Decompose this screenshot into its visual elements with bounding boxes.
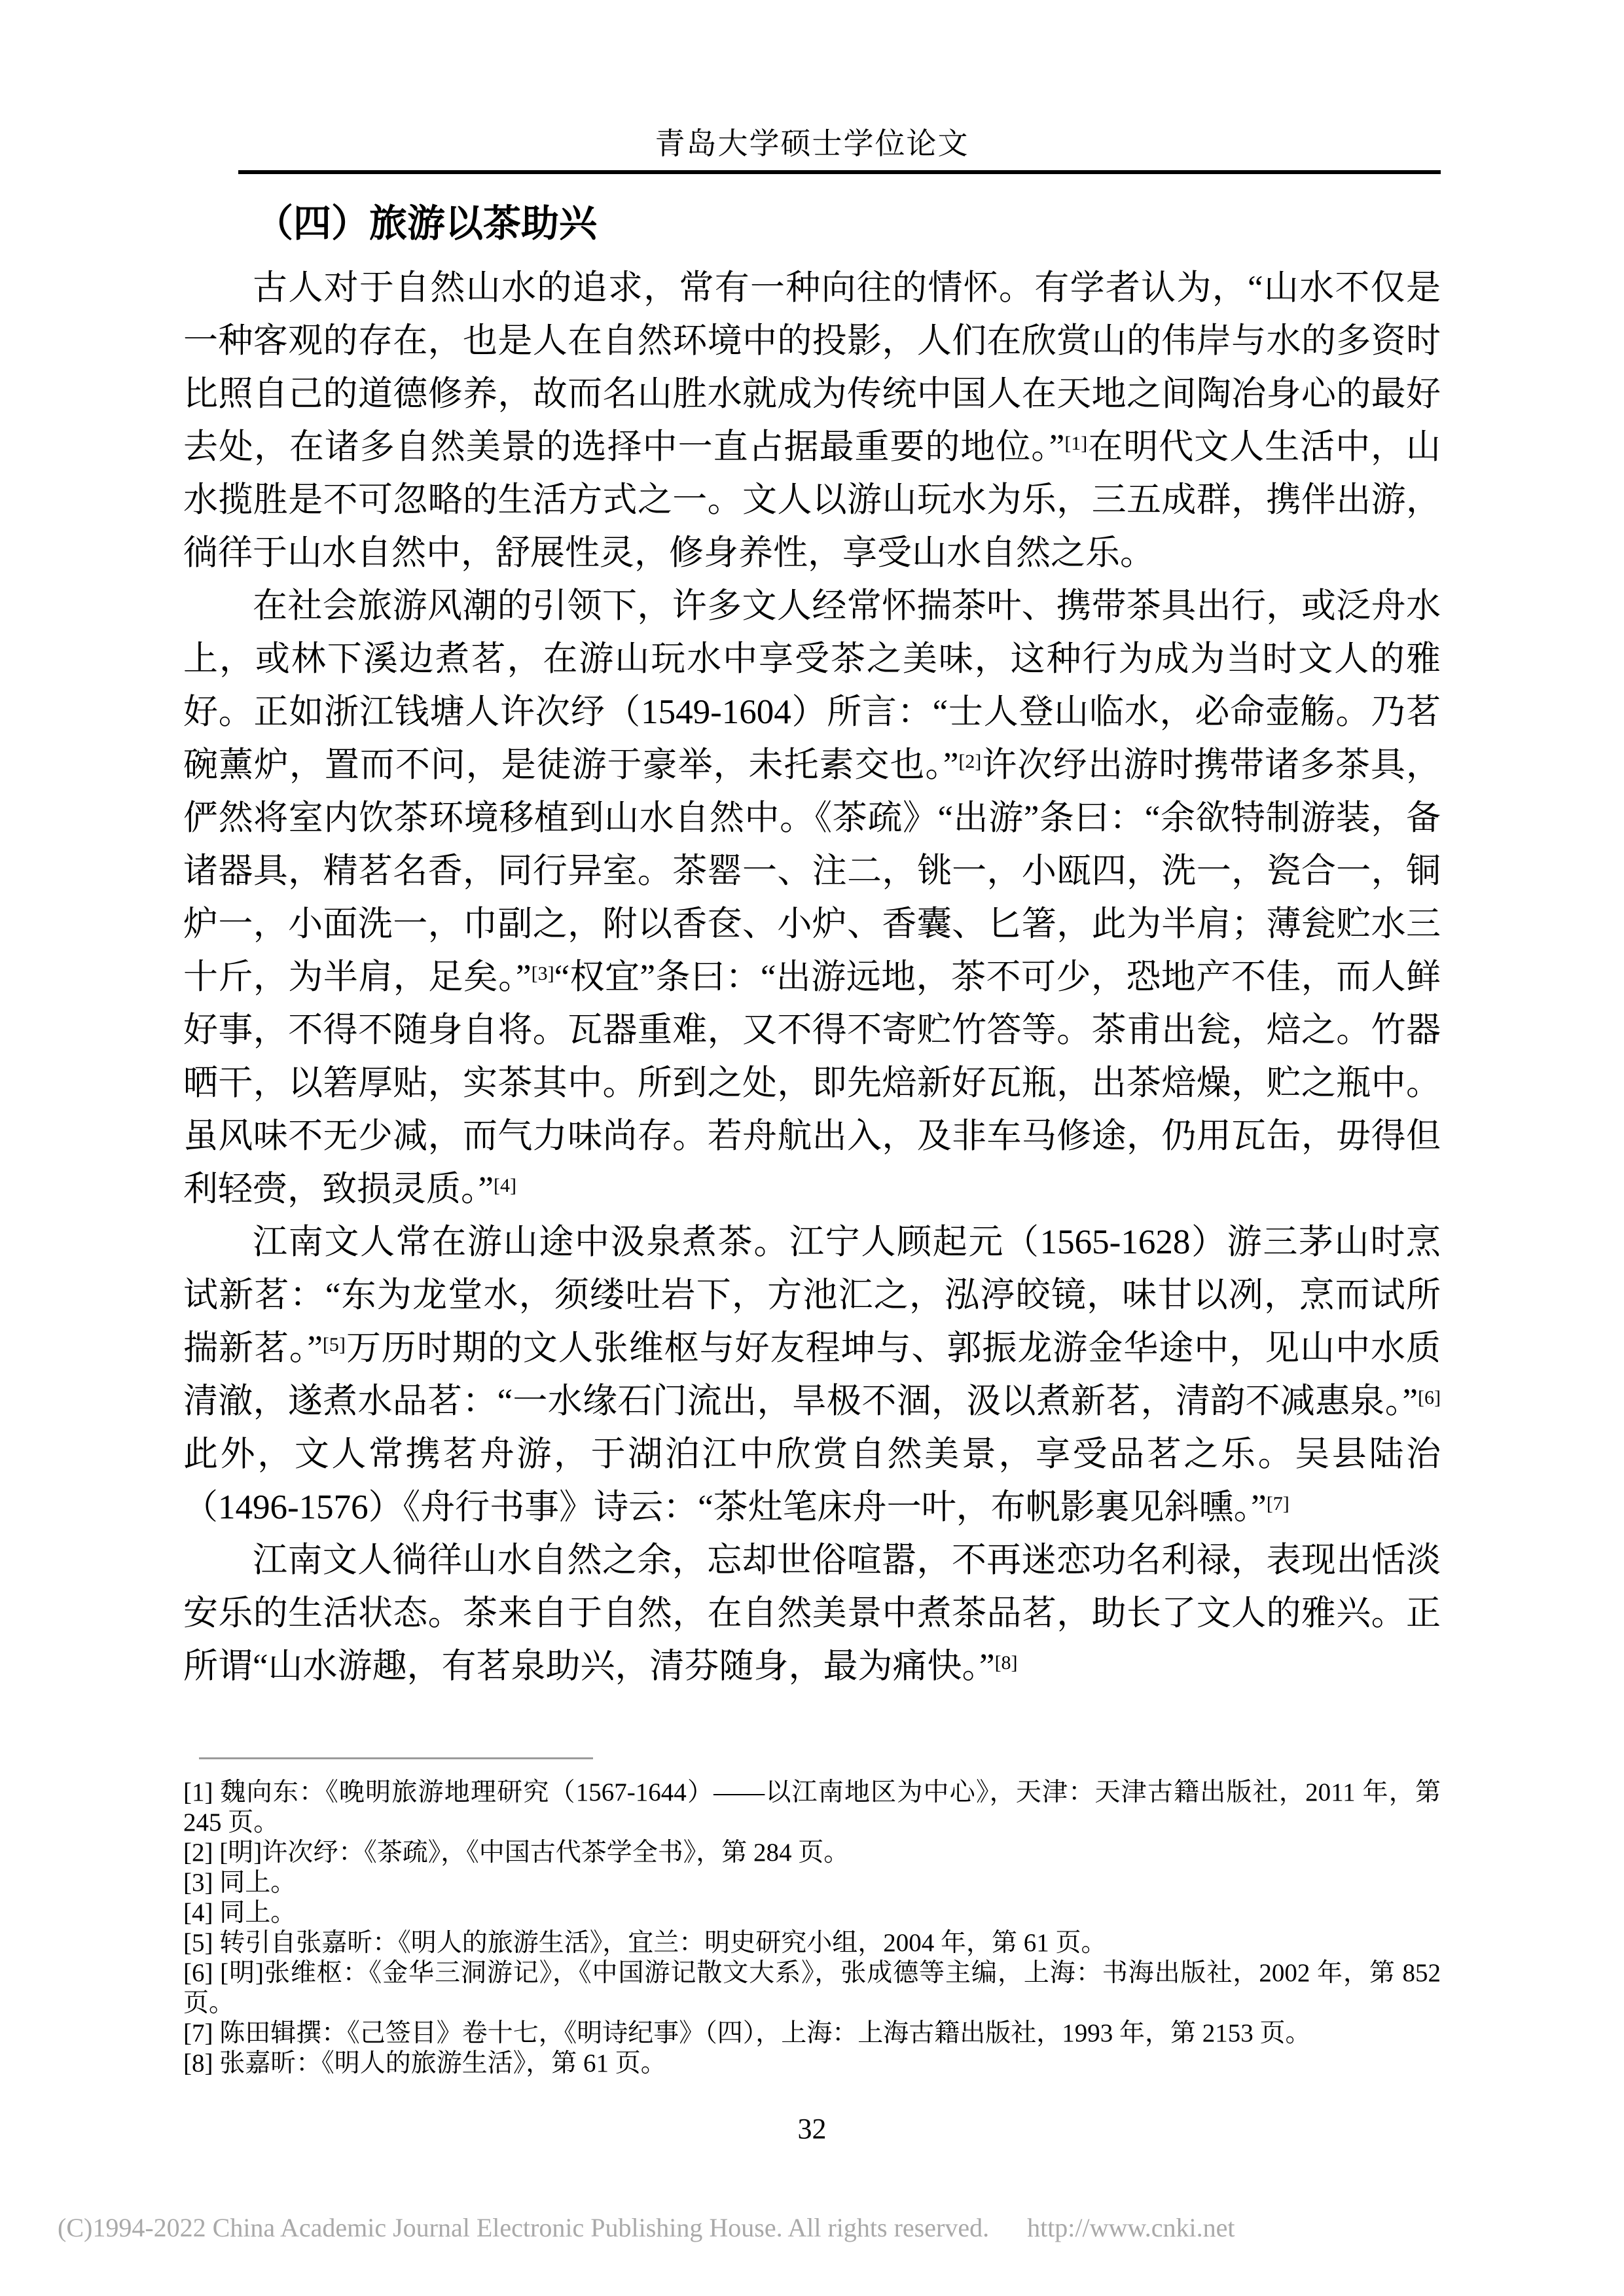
footnote-ref: [7] xyxy=(1266,1492,1290,1515)
running-header-title: 青岛大学硕士学位论文 xyxy=(655,127,969,160)
watermark-url: http://www.cnki.net xyxy=(1027,2213,1235,2242)
footnote-ref: [1] xyxy=(1064,432,1088,454)
footnote-item: [2] [明]许次纾：《茶疏》，《中国古代茶学全书》，第 284 页。 xyxy=(183,1839,850,1867)
section-heading: （四）旅游以茶助兴 xyxy=(255,202,598,245)
body-paragraphs xyxy=(183,262,1441,1693)
paragraph: 江南文人常在游山途中汲泉煮茶。江宁人顾起元（1565-1628）游三茅山时烹试新茗：“东为龙堂水，须缕吐岩下，方池汇之，泓渟皎镜，味甘以冽，烹而试所揣新茗。”[5]万历时期的文人张维枢与好友程坤与、郭振龙游金华途中，见山中水质清澈，遂煮水品茗：“一水缘石门流出，旱极不涸，汲以煮新茗，清韵不减惠泉。”[6]此外，文人常携茗舟游，于湖泊江中欣赏自然美景，享受品茗之乐。吴县陆治（1496-1576）《舟行书事》诗云：“茶灶笔床舟一叶，布帆影裏见斜曛。”[7] xyxy=(183,1223,1441,1526)
paragraph: 江南文人徜徉山水自然之余，忘却世俗喧嚣，不再迷恋功名利禄，表现出恬淡安乐的生活状态。茶来自于自然，在自然美景中煮茶品茗，助长了文人的雅兴。正所谓“山水游趣，有茗泉助兴，清芬随身，最为痛快。”[8] xyxy=(183,1541,1441,1685)
header-divider-rule xyxy=(238,170,1441,174)
footnote-ref: [8] xyxy=(994,1651,1018,1674)
footnotes-list xyxy=(183,1778,1441,2079)
footnote-item: [5] 转引自张嘉昕：《明人的旅游生活》，宜兰：明史研究小组，2004 年，第 61 页。 xyxy=(183,1929,1107,1957)
footnote-item: [4] 同上。 xyxy=(183,1899,297,1927)
footnote-item: [3] 同上。 xyxy=(183,1869,297,1897)
paragraph: 在社会旅游风潮的引领下，许多文人经常怀揣茶叶、携带茶具出行，或泛舟水上，或林下溪边煮茗，在游山玩水中享受茶之美味，这种行为成为当时文人的雅好。正如浙江钱塘人许次纾（1549-1604）所言：“士人登山临水，必命壶觞。乃茗碗薰炉，置而不问，是徒游于豪举，未托素交也。”[2]许次纾出游时携带诸多茶具，俨然将室内饮茶环境移植到山水自然中。《茶疏》“出游”条曰：“余欲特制游装，备诸器具，精茗名香，同行异室。茶罂一、注二，铫一，小瓯四，洗一，瓷合一，铜炉一，小面洗一，巾副之，附以香奁、小炉、香囊、匕箸，此为半肩；薄瓮贮水三十斤，为半肩，足矣。”[3]“权宜”条曰：“出游远地，茶不可少，恐地产不佳，而人鲜好事，不得不随身自将。瓦器重难，又不得不寄贮竹答等。茶甫出瓮，焙之。竹器晒干，以箬厚贴，实茶其中。所到之处，即先焙新好瓦瓶，出茶焙燥，贮之瓶中。虽风味不无少减，而气力味尚存。若舟航出入，及非车马修途，仍用瓦缶，毋得但利轻赍，致损灵质。”[4] xyxy=(183,587,1441,1208)
footnote-item: [8] 张嘉昕：《明人的旅游生活》，第 61 页。 xyxy=(183,2049,666,2077)
footnote-ref: [6] xyxy=(1418,1386,1441,1408)
footnote-ref: [2] xyxy=(958,750,982,772)
watermark xyxy=(58,2214,1563,2242)
watermark-copyright-text: (C)1994-2022 China Academic Journal Electronic Publishing House. All rights reserved. xyxy=(58,2213,990,2242)
footnote-item: [1] 魏向东：《晚明旅游地理研究（1567-1644）——以江南地区为中心》，天津：天津古籍出版社，2011 年，第 245 页。 xyxy=(183,1778,1441,1837)
footnote-ref: [4] xyxy=(494,1174,517,1196)
paragraph: 古人对于自然山水的追求，常有一种向往的情怀。有学者认为，“山水不仅是一种客观的存在，也是人在自然环境中的投影，人们在欣赏山的伟岸与水的多资时比照自己的道德修养，故而名山胜水就成为传统中国人在天地之间陶冶身心的最好去处，在诸多自然美景的选择中一直占据最重要的地位。”[1]在明代文人生活中，山水揽胜是不可忽略的生活方式之一。文人以游山玩水为乐，三五成群，携伴出游，徜徉于山水自然中，舒展性灵，修身养性，享受山水自然之乐。 xyxy=(183,269,1441,572)
page-number: 32 xyxy=(797,2113,827,2145)
footnote-separator-rule xyxy=(199,1757,593,1759)
page-content xyxy=(183,0,1441,2144)
footnote-item: [6] [明]张维枢：《金华三洞游记》，《中国游记散文大系》，张成德等主编，上海：书海出版社，2002 年，第 852 页。 xyxy=(183,1959,1441,2017)
footnote-item: [7] 陈田辑撰：《己签目》卷十七，《明诗纪事》（四），上海：上海古籍出版社，1993 年，第 2153 页。 xyxy=(183,2019,1311,2047)
footnote-ref: [3] xyxy=(531,962,554,984)
footnote-ref: [5] xyxy=(322,1333,346,1355)
